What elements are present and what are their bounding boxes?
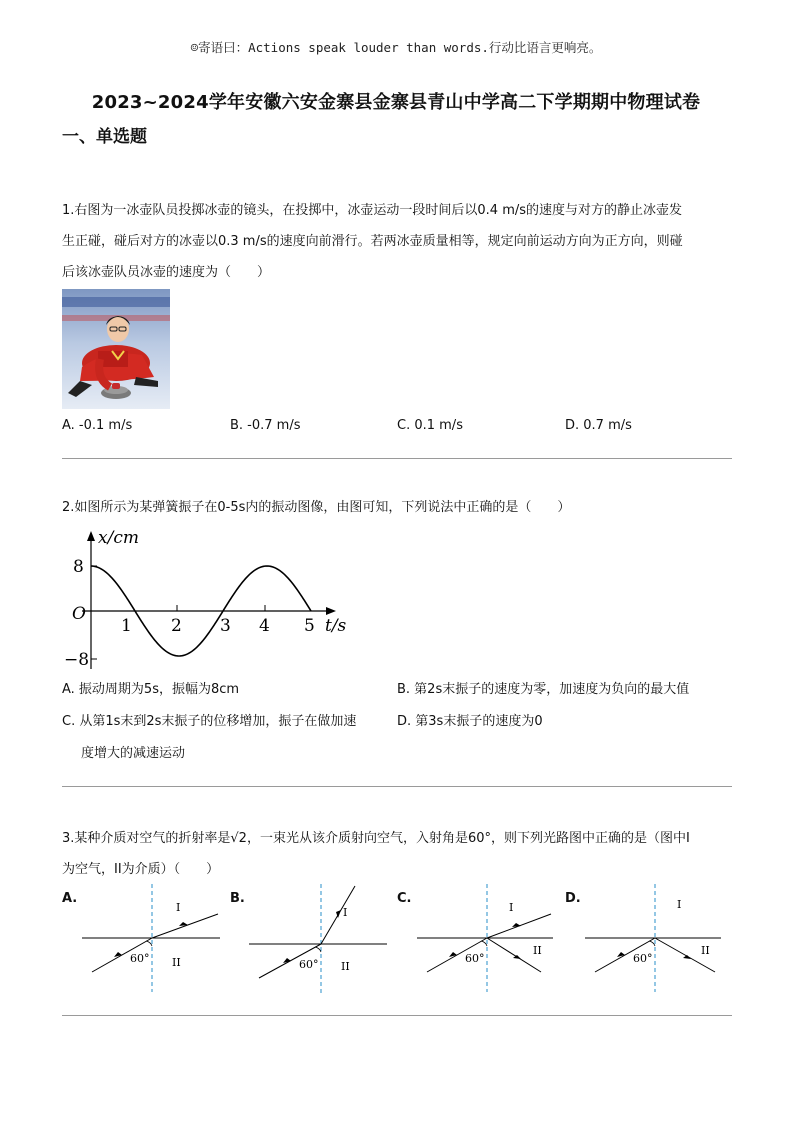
svg-text:60°: 60° (299, 958, 319, 971)
x-axis-label: t/s (325, 616, 347, 636)
motto-line: ☺寄语曰：Actions speak louder than words.行动比语言更响亮。 (190, 40, 602, 55)
svg-text:60°: 60° (465, 952, 485, 965)
q2-option-c-line-1[interactable]: C. 从第1s末到2s末振子的位移增加，振子在做加速 (62, 714, 357, 729)
q3-option-b-label[interactable]: B. (230, 891, 245, 906)
question-divider-3 (62, 1015, 732, 1016)
question-1-line-1: 1.右图为一冰壶队员投掷冰壶的镜头，在投掷中，冰壶运动一段时间后以0.4 m/s的速度与对方的静止冰壶发 (62, 203, 683, 218)
q3-diagram-b[interactable] (249, 882, 389, 998)
q3-option-c-label[interactable]: C. (397, 891, 412, 906)
curling-player-photo (62, 289, 170, 409)
q1-option-d[interactable]: D. 0.7 m/s (565, 418, 632, 433)
q3-option-d-label[interactable]: D. (565, 891, 581, 906)
q1-option-b[interactable]: B. -0.7 m/s (230, 418, 301, 433)
svg-text:II: II (341, 960, 350, 973)
q3-option-a-label[interactable]: A. (62, 891, 78, 906)
svg-text:60°: 60° (633, 952, 653, 965)
question-3-line-2: 为空气，II为介质）（ ） (62, 862, 220, 877)
svg-text:II: II (701, 944, 710, 957)
svg-text:II: II (533, 944, 542, 957)
x-axis-arrow-icon (326, 607, 336, 615)
question-1-text (62, 195, 734, 288)
svg-text:60°: 60° (130, 952, 150, 965)
y-axis-arrow-icon (87, 531, 95, 541)
question-3-line-1: 3.某种介质对空气的折射率是√2，一束光从该介质射向空气，入射角是60°，则下列光路图中正确的是（图中I (62, 831, 690, 846)
svg-text:I: I (677, 898, 682, 911)
svg-text:I: I (509, 901, 514, 914)
q2-option-a[interactable]: A. 振动周期为5s，振幅为8cm (62, 682, 240, 697)
question-divider-2 (62, 786, 732, 787)
y-tick-top: 8 (73, 557, 84, 577)
x-tick-4: 4 (259, 616, 270, 636)
y-tick-bottom: −8 (64, 650, 90, 670)
y-axis-label: x/cm (98, 528, 139, 548)
x-tick-3: 3 (220, 616, 231, 636)
question-2-text: 2.如图所示为某弹簧振子在0-5s内的振动图像，由图可知，下列说法中正确的是（ ） (62, 500, 571, 515)
q3-diagram-d[interactable] (585, 882, 725, 998)
x-tick-1: 1 (121, 616, 132, 636)
exam-title: 2023~2024学年安徽六安金寨县金寨县青山中学高二下学期期中物理试卷 (91, 92, 701, 113)
x-tick-2: 2 (171, 616, 182, 636)
section-heading: 一、单选题 (62, 127, 147, 147)
oscillation-graph (62, 527, 362, 679)
q1-option-c[interactable]: C. 0.1 m/s (397, 418, 463, 433)
q3-diagram-c[interactable] (417, 882, 557, 998)
question-1-line-3: 后该冰壶队员冰壶的速度为（ ） (62, 265, 271, 280)
q2-option-b[interactable]: B. 第2s末振子的速度为零，加速度为负向的最大值 (397, 682, 690, 697)
question-1-line-2: 生正碰，碰后对方的冰壶以0.3 m/s的速度向前滑行。若两冰壶质量相等，规定向前运动方向为正方向，则碰 (62, 234, 683, 249)
question-3-text (62, 823, 734, 885)
svg-text:II: II (172, 956, 181, 969)
q3-diagram-a[interactable] (82, 882, 222, 998)
svg-text:I: I (343, 906, 348, 919)
origin-label: O (72, 604, 86, 624)
x-tick-5: 5 (304, 616, 315, 636)
q2-option-c-line-2[interactable]: 度增大的减速运动 (81, 746, 186, 761)
svg-text:I: I (176, 901, 181, 914)
q2-option-d[interactable]: D. 第3s末振子的速度为0 (397, 714, 543, 729)
question-divider-1 (62, 458, 732, 459)
q1-option-a[interactable]: A. -0.1 m/s (62, 418, 133, 433)
